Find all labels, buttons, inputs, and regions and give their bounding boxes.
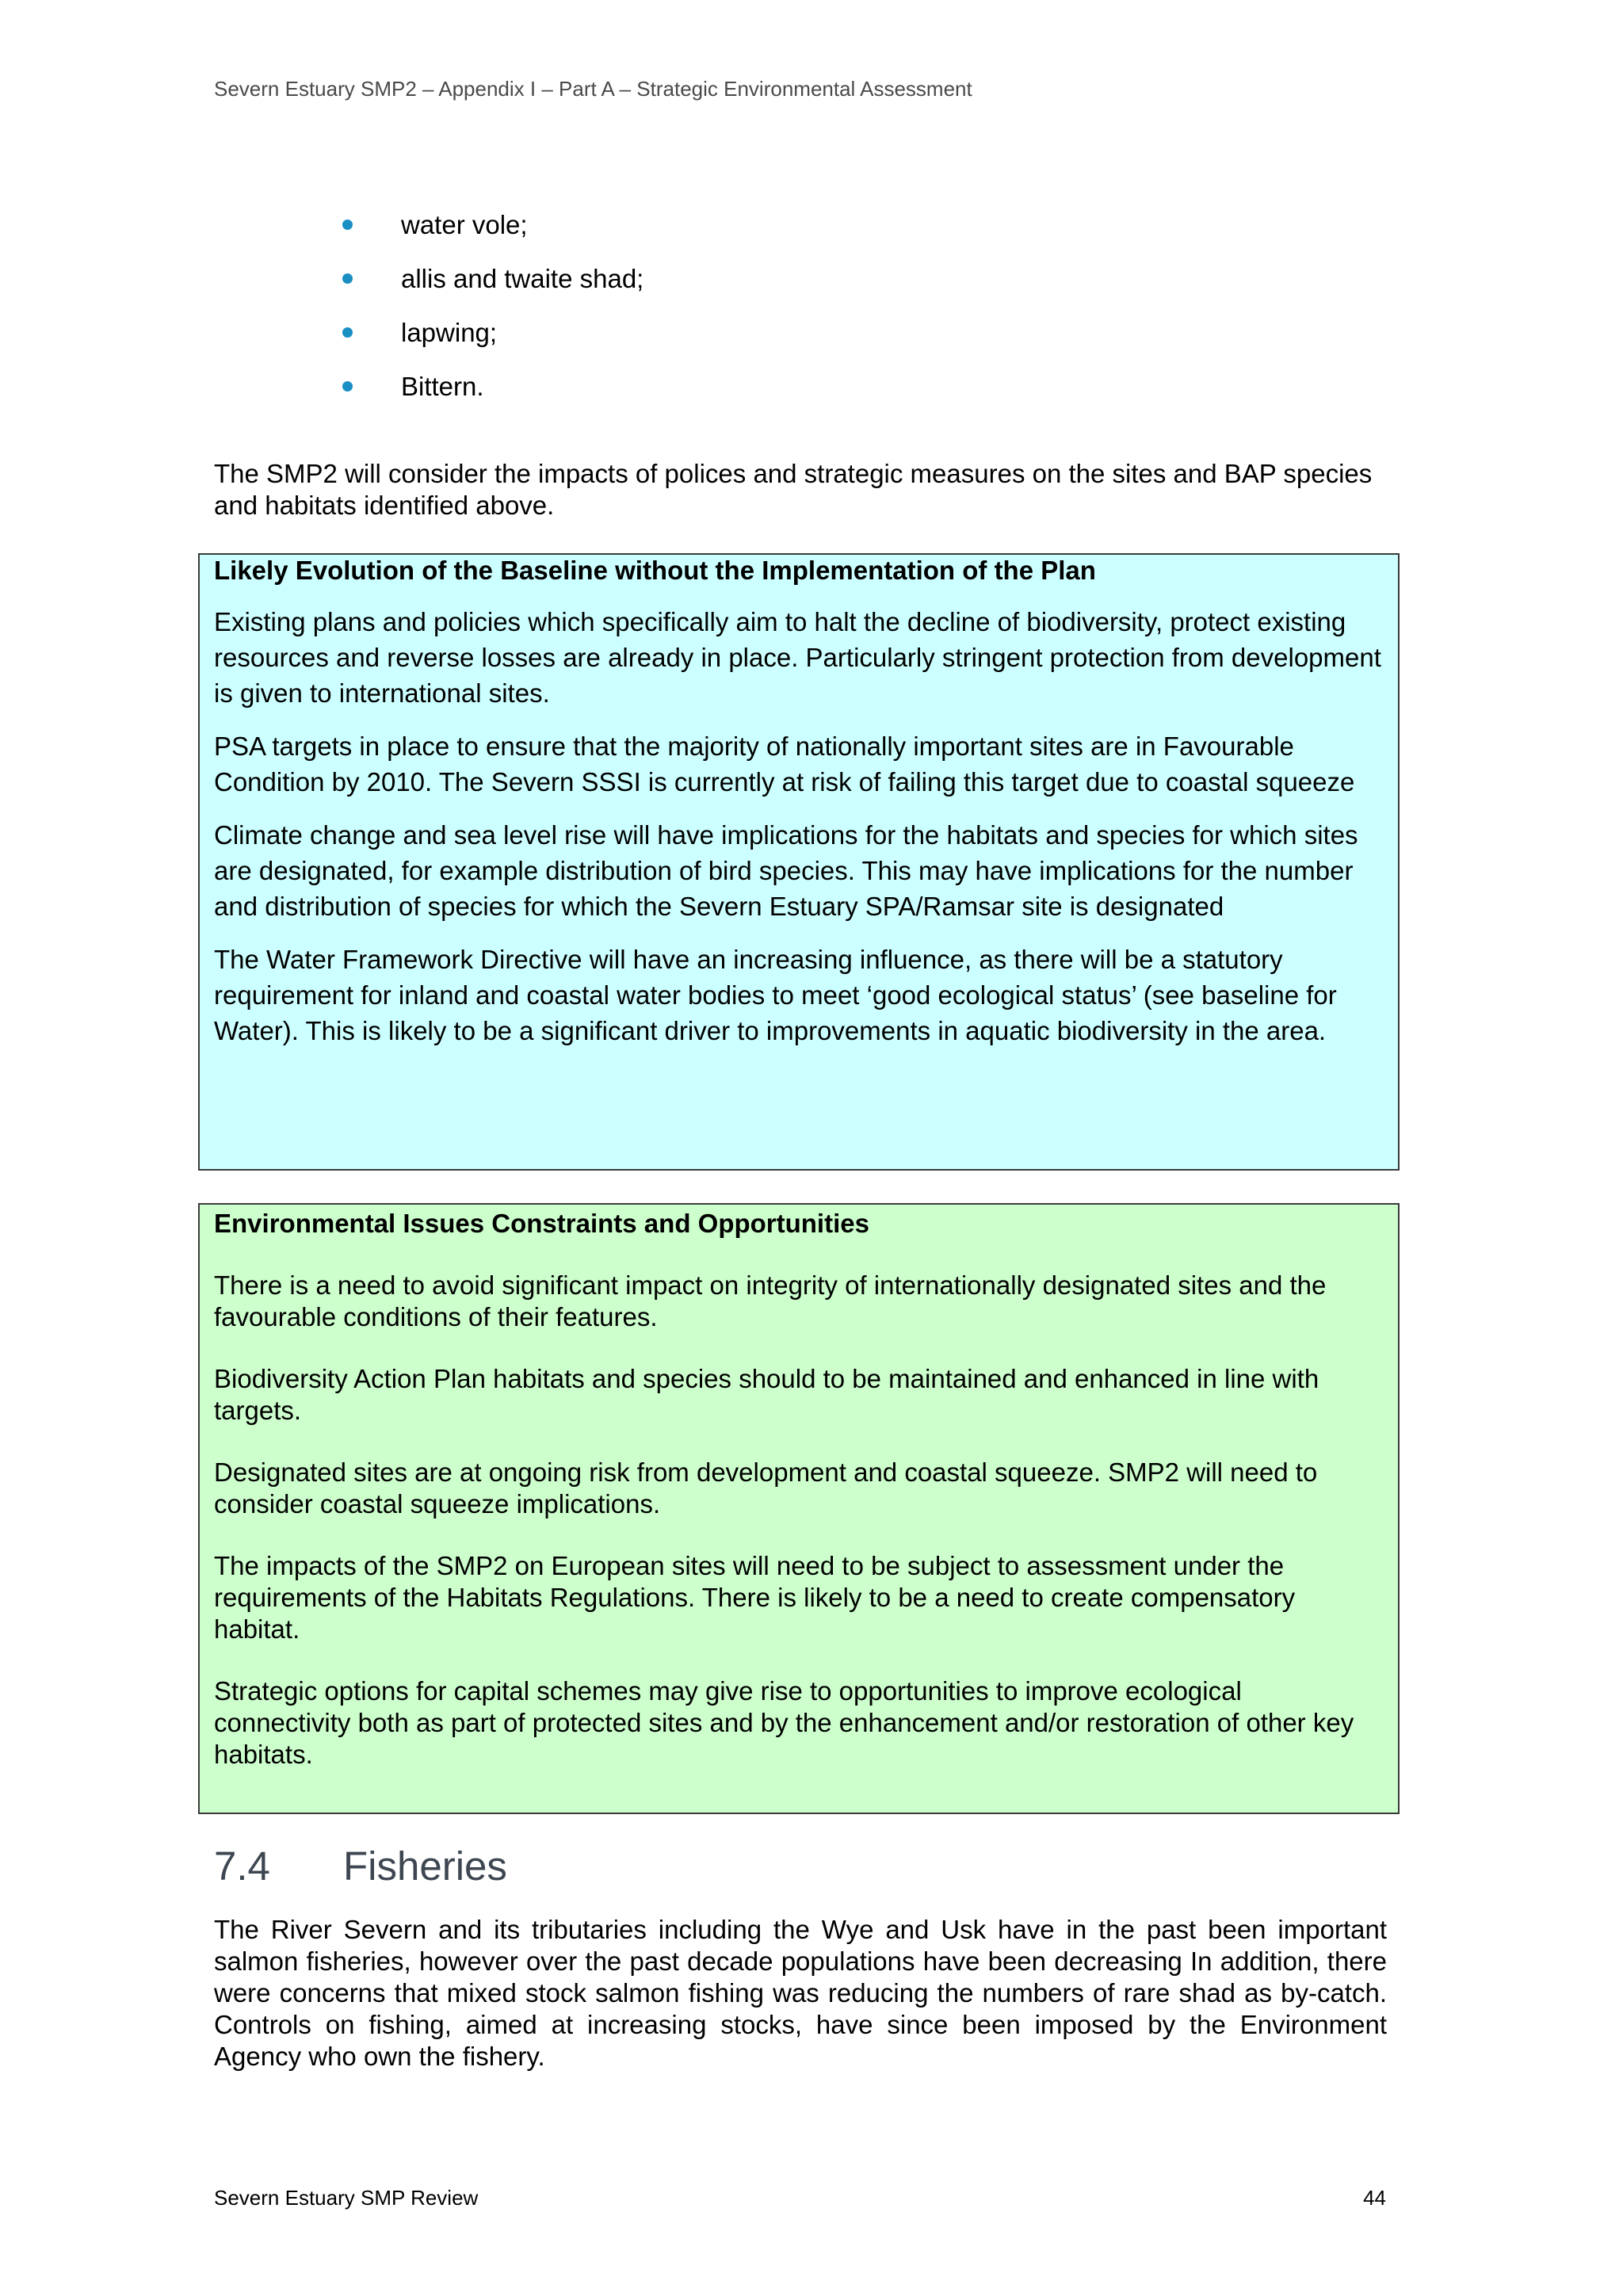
section-number: 7.4 [214, 1843, 270, 1889]
bullet-icon [342, 381, 353, 392]
list-item [341, 369, 643, 423]
intro-paragraph: The SMP2 will consider the impacts of polices and strategic measures on the sites and BAP species and habitats identified above. [214, 459, 1373, 520]
page-number: 44 [1363, 2186, 1386, 2210]
bullet-icon [342, 273, 353, 284]
issues-box-title: Environmental Issues Constraints and Opportunities [214, 1209, 869, 1238]
page-header: Severn Estuary SMP2 – Appendix I – Part A – Strategic Environmental Assessment [214, 77, 972, 101]
baseline-box-title: Likely Evolution of the Baseline without the Implementation of the Plan [214, 556, 1096, 585]
issues-paragraph: Biodiversity Action Plan habitats and species should to be maintained and enhanced in line with targets. [214, 1364, 1319, 1425]
list-item [341, 208, 643, 262]
list-item-text: Bittern. [401, 372, 484, 401]
baseline-paragraph: PSA targets in place to ensure that the majority of nationally important sites are in Favourable Condition by 2010. The Severn SSSI is currently at risk of failing this target due to coastal squeeze [214, 732, 1355, 797]
issues-paragraph: There is a need to avoid significant impact on integrity of internationally designated sites and the favourable conditions of their features. [214, 1270, 1327, 1331]
fisheries-paragraph: The River Severn and its tributaries including the Wye and Usk have in the past been important salmon fisheries, however over the past decade populations have been decreasing In addition, there were concerns that mixed stock salmon fishing was reducing the numbers of rare shad as by-catch. Controls on fishing, aimed at increasing stocks, have since been imposed by the Environment Agency who own the fishery. [214, 1915, 1387, 2071]
list-item [341, 262, 643, 315]
baseline-paragraph: Existing plans and policies which specifically aim to halt the decline of biodiversity, protect existing resources and reverse losses are already in place. Particularly stringent protection from development is given to international sites. [214, 607, 1381, 708]
list-item-text: allis and twaite shad; [401, 264, 644, 293]
species-bullet-list [341, 208, 643, 423]
issues-paragraph: Designated sites are at ongoing risk from development and coastal squeeze. SMP2 will need to consider coastal squeeze implications. [214, 1457, 1318, 1519]
baseline-evolution-box [198, 553, 1400, 1171]
issues-paragraph: Strategic options for capital schemes may give rise to opportunities to improve ecological connectivity both as part of protected sites and by the enhancement and/or restoration of other key habitats. [214, 1676, 1354, 1769]
baseline-paragraph: The Water Framework Directive will have an increasing influence, as there will be a statutory requirement for inland and coastal water bodies to meet ‘good ecological status’ (see baseline for Water). This is likely to be a significant driver to improvements in aquatic biodiversity in the area. [214, 945, 1337, 1045]
footer-title: Severn Estuary SMP Review [214, 2186, 479, 2210]
baseline-paragraph: Climate change and sea level rise will have implications for the habitats and species for which sites are designated, for example distribution of bird species. This may have implications for the number and distribution of species for which the Severn Estuary SPA/Ramsar site is designated [214, 820, 1358, 921]
bullet-icon [342, 327, 353, 338]
bullet-icon [342, 220, 353, 230]
list-item [341, 315, 643, 369]
list-item-text: lapwing; [401, 318, 498, 347]
section-title: Fisheries [343, 1843, 507, 1889]
list-item-text: water vole; [401, 210, 528, 239]
environmental-issues-box [198, 1203, 1400, 1814]
issues-paragraph: The impacts of the SMP2 on European sites will need to be subject to assessment under the requirements of the Habitats Regulations. There is likely to be a need to create compensatory habitat. [214, 1551, 1296, 1644]
section-heading [214, 1843, 507, 1889]
